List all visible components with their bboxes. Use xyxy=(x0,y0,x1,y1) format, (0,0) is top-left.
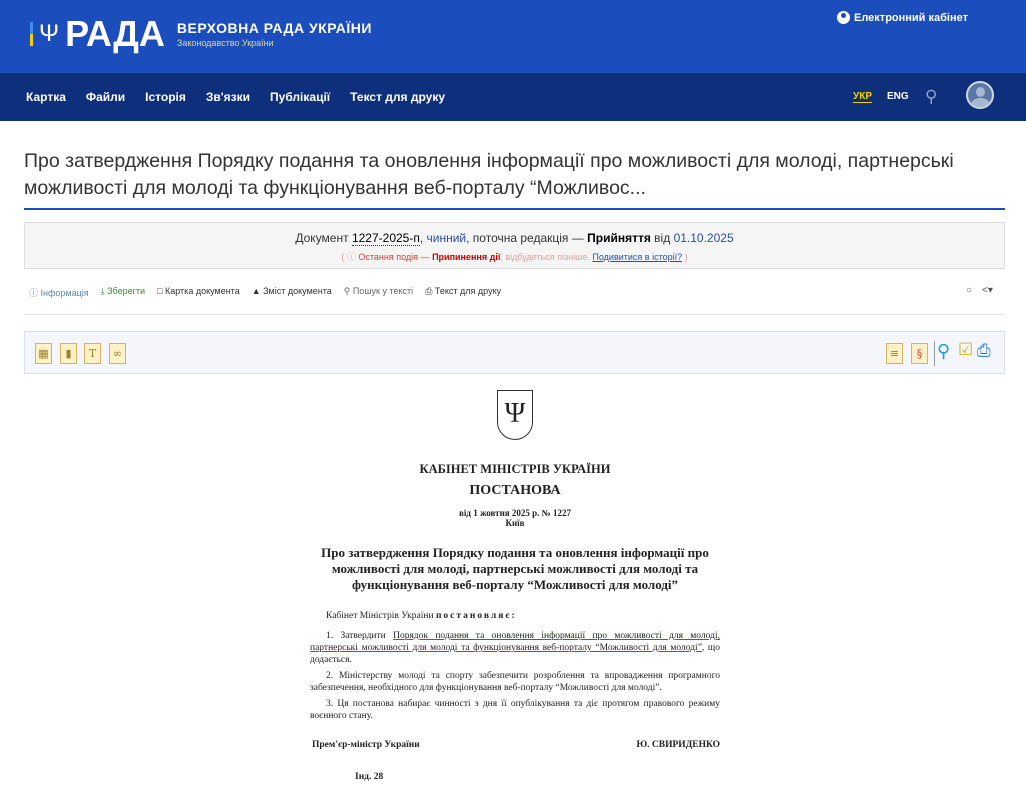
card-button[interactable]: □ Картка документа xyxy=(157,286,240,296)
later-label: , відбудеться пізніше. xyxy=(500,252,590,262)
page-title: Про затвердження Порядку подання та оновлення інформації про можливості для молоді, партнерські можливості для молоді та функціонування веб-порталу “Можливос... xyxy=(24,150,954,199)
doc-number[interactable]: 1227-2025-п xyxy=(351,231,420,245)
avatar[interactable] xyxy=(966,81,994,109)
edition-label: , поточна редакція — xyxy=(466,231,584,245)
signer-name: Ю. СВИРИДЕНКО xyxy=(636,740,720,750)
print-icon[interactable]: ⎙ xyxy=(977,341,991,360)
e-cabinet-link[interactable] xyxy=(837,11,968,24)
main-nav xyxy=(0,73,1026,121)
contents-button[interactable]: ▲ Зміст документа xyxy=(251,286,332,296)
nav-card[interactable]: Картка xyxy=(26,90,66,104)
brand xyxy=(30,14,372,54)
icon-bar xyxy=(24,331,1005,374)
doc-date-line: від 1 жовтня 2025 р. № 1227 xyxy=(459,508,571,518)
print-button[interactable]: ⎙ Текст для друку xyxy=(425,286,502,296)
nav-print-text[interactable]: Текст для друку xyxy=(350,90,446,104)
divider xyxy=(24,314,1005,315)
nav-links[interactable]: Зв'язки xyxy=(205,90,251,104)
share-icon[interactable]: <▾ xyxy=(982,285,993,296)
doc-date: 01.10.2025 xyxy=(673,231,734,245)
from-label: від xyxy=(654,231,671,245)
document-body xyxy=(300,390,730,782)
search-icon[interactable]: ⚲ xyxy=(937,341,951,361)
divider xyxy=(24,208,1005,210)
doc-label: Документ xyxy=(295,231,349,245)
coat-of-arms-icon: Ψ xyxy=(497,390,533,440)
bookmark-file-icon[interactable]: ▮ xyxy=(60,343,77,364)
search-icon[interactable]: ⚲ xyxy=(925,87,938,106)
flag-icon xyxy=(30,22,33,46)
last-event-label: Остання подія — xyxy=(358,252,430,262)
status-box: Документ 1227-2025-п, чинний, поточна редакція — Прийняття від 01.10.2025 ( ⓘ Остання подія — Припинення дії, відбудеться пізніше. Подивитися в історії? ) xyxy=(24,222,1005,269)
paragraph-1: 1. Затвердити Порядок подання та оновлення інформації про можливості для молоді, партнерські можливості для молоді та функціонування веб-порталу “Можливості для молоді”, що додається. xyxy=(310,631,720,665)
stop-label: Припинення дії xyxy=(432,252,501,262)
icon-separator xyxy=(934,341,935,366)
paragraph-file-icon[interactable]: § xyxy=(911,343,928,364)
settings-icon[interactable]: ○ xyxy=(966,285,973,296)
save-button[interactable]: ⤓ Зберегти xyxy=(100,286,146,296)
doc-city: Київ xyxy=(505,518,525,528)
site-header xyxy=(0,0,1026,73)
text-file-icon[interactable]: T xyxy=(84,343,101,364)
search-text-button[interactable]: ⚲ Пошук у тексті xyxy=(343,286,414,296)
lang-eng[interactable]: ENG xyxy=(887,91,909,102)
doc-type: ПОСТАНОВА xyxy=(469,483,561,498)
doc-index: Інд. 28 xyxy=(355,772,384,782)
paragraph-2: 2. Міністерству молоді та спорту забезпечити розроблення та впровадження програмного забезпечення, необхідного для функціонування веб-порталу “Можливості для молоді”. xyxy=(310,671,720,693)
nav-publications[interactable]: Публікації xyxy=(270,90,331,104)
doc-state: чинний xyxy=(426,231,467,245)
org-name: ВЕРХОВНА РАДА УКРАЇНИ xyxy=(176,20,372,36)
doc-org: КАБІНЕТ МІНІСТРІВ УКРАЇНИ xyxy=(419,462,611,476)
info-icon: ⓘ xyxy=(346,252,356,262)
trident-icon: Ψ xyxy=(39,20,60,47)
paragraph-3: 3. Ця постанова набирає чинності з дня її опублікування та діє протягом правового режиму воєнного стану. xyxy=(310,699,720,721)
event-label: Прийняття xyxy=(587,231,651,245)
logo[interactable]: РАДА xyxy=(65,13,165,54)
e-cabinet-label: Електронний кабінет xyxy=(854,11,968,24)
nav-files[interactable]: Файли xyxy=(85,90,126,104)
info-button[interactable]: ⓘ Інформація xyxy=(29,288,89,298)
signer-role: Прем'єр-міністр України xyxy=(312,740,420,750)
nav-history[interactable]: Історія xyxy=(145,90,186,104)
structure-file-icon[interactable]: ≡ xyxy=(886,343,903,364)
doc-toolbar xyxy=(29,286,501,299)
briefcase-file-icon[interactable]: ▦ xyxy=(35,343,52,364)
doc-title: Про затвердження Порядку подання та оновлення інформації про можливості для молоді, партнерські можливості для молоді та функціонування веб-порталу “Можливості для молоді” xyxy=(321,545,709,592)
procedure-link[interactable]: Порядок подання та оновлення інформації про можливості для молоді, партнерські можливості для молоді та функціонування веб-порталу “Можливості для молоді” xyxy=(310,631,720,653)
site-subtitle: Законодавство України xyxy=(176,38,274,48)
user-icon xyxy=(837,11,850,24)
intro-text: Кабінет Міністрів України xyxy=(326,611,434,621)
history-link[interactable]: Подивитися в історії? xyxy=(592,252,683,262)
lang-ukr[interactable]: УКР xyxy=(853,91,872,102)
decides-text: постановляє: xyxy=(435,611,517,621)
attachment-file-icon[interactable]: ∞ xyxy=(109,343,126,364)
check-icon[interactable]: ☑ xyxy=(958,340,974,359)
